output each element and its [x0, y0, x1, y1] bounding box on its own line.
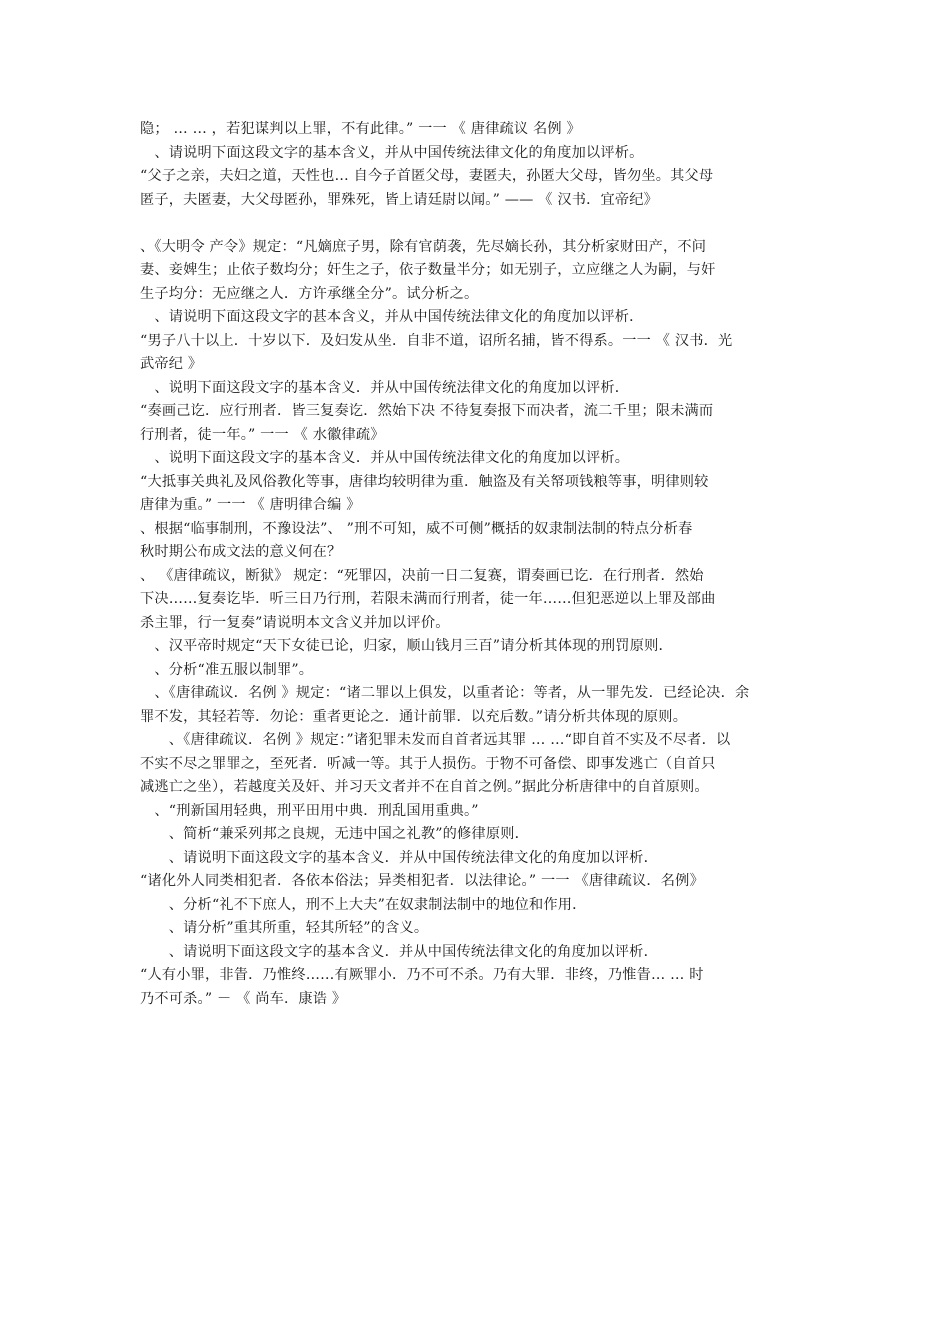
- text-line: “男子八十以上．十岁以下．及妇发从坐．自非不道，诏所名捕，皆不得系。一一 《 汉书．光: [140, 332, 733, 349]
- text-line: 生子均分：无应继之人．方许承继全分”。试分析之。: [140, 285, 479, 302]
- text-line: 、“刑新国用轻典，刑平田用中典．刑乱国用重典。”: [140, 802, 479, 819]
- text-line: “奏画己讫．应行刑者．皆三复奏讫．然始下决 不待复奏报下而决者，流二千里；限未满而: [140, 403, 714, 419]
- text-line: 、请分析”重其所重，轻其所轻”的含义。: [140, 920, 429, 936]
- text-line: 、请说明下面这段文字的基本含义．并从中国传统法律文化的角度加以评析．: [140, 849, 658, 866]
- text-line: 、根据“临事制刑，不豫设法”、 ”刑不可知，威不可侧”概括的奴隶制法制的特点分析春: [140, 520, 693, 537]
- text-line: 、分析“礼不下庶人，刑不上大夫”在奴隶制法制中的地位和作用．: [140, 896, 587, 913]
- text-line: 、请说明下面这段文字的甚本含义，并从中国传统法律文化的角度加以评析．: [140, 309, 644, 325]
- blank-line: [140, 212, 820, 236]
- text-line: 乃不可杀。” － 《 尚车．康诰 》: [140, 990, 347, 1007]
- text-line: 、说明下面这段文字的基本含义．并从中国传统法律文化的角度加以评析．: [140, 379, 630, 396]
- text-line: 匿子，夫匿妻，大父母匿孙，罪殊死，皆上请廷尉以闻。” —— 《 汉书．宜帝纪》: [140, 191, 659, 208]
- text-line: 行刑者，徒一年。” 一一 《 水徽律疏》: [140, 426, 385, 443]
- text-line: 、《唐律疏议．名例 》规定：”诸犯罪未发而自首者远其罪 … …“即自首不实及不尽者．以: [140, 732, 731, 748]
- text-line: 、分析“准五服以制罪”。: [140, 661, 314, 678]
- text-line: 、汉平帝时规定“天下女徒已论，归家，顺山钱月三百”请分析其体现的刑罚原则．: [140, 638, 673, 654]
- text-line: 、《大明令 产令》规定：“凡嫡庶子男，除有官荫袭，先尽嫡长孙，其分析家财田产，不问: [140, 238, 707, 255]
- text-line: 减逃亡之坐），若越度关及奸、并习天文者并不在自首之例。”据此分析唐律中的自首原则。: [140, 779, 709, 795]
- text-line: “人有小罪，非眚．乃惟终……有厥罪小．乃不可不杀。乃有大罪．非终，乃惟眚… … 时: [140, 967, 704, 983]
- text-line: 下决……复奏讫毕．听三日乃行刑，若限未满而行刑者，徒一年……但犯恶逆以上罪及部曲: [140, 591, 716, 607]
- text-line: 、简析“兼采列邦之良规，无违中国之礼教”的修律原则．: [140, 826, 529, 842]
- text-line: 、《唐律疏议．名例 》规定：“诸二罪以上俱发，以重者论：等者，从一罪先发．已经论决．余: [140, 685, 750, 701]
- text-line: 杀主罪，行一复奏”请说明本文含义并加以评价。: [140, 614, 450, 631]
- text-line: 隐； … … ，若犯谋判以上罪，不有此律。” 一一 《 唐律疏议 名例 》: [140, 121, 581, 137]
- text-line: 不实不尽之罪罪之，至死者．听减一等。其于人损伤。于物不可备偿、即事发逃亡（自首只: [140, 755, 716, 772]
- document-body: [140, 118, 820, 1011]
- text-line: 罪不发，其轻若等．勿论：重者更论之．通计前罪．以充后数。”请分析共体现的原则。: [140, 708, 688, 725]
- text-line: 、 《唐律疏议，断狱》 规定：“死罪囚，决前一日二复赛，谓奏画已讫．在行刑者．然始: [140, 567, 704, 584]
- text-line: “大抵事关典礼及风俗教化等事，唐律均较明律为重．触盗及有关帑项钱粮等事，明律则较: [140, 473, 709, 490]
- text-line: 武帝纪 》: [140, 356, 203, 372]
- text-line: 、请说明下面这段文字的基本含义．并从中国传统法律文化的角度加以评析．: [140, 943, 658, 960]
- text-line: 妻、妾婢生；止依子数均分；奸生之子，依子数量半分；如无别子，立应继之人为嗣，与奸: [140, 262, 716, 278]
- text-line: 、请说明下面这段文字的基本含义，并从中国传统法律文化的角度加以评析。: [140, 144, 644, 161]
- text-line: 唐律为重。” 一一 《 唐明律合编 》: [140, 497, 361, 513]
- text-line: 秋时期公布成文法的意义何在？: [140, 544, 342, 560]
- text-line: 、说明下面这段文字的基本含义．并从中国传统法律文化的角度加以评析。: [140, 450, 630, 466]
- text-line: “诸化外人同类相犯者．各依本俗法；异类相犯者．以法律论。” 一一 《唐律疏议．名例》: [140, 873, 704, 889]
- text-line: “父子之亲，夫妇之道，天性也… 自今子首匿父母，妻匿夫，孙匿大父母，皆勿坐。其父母: [140, 168, 714, 184]
